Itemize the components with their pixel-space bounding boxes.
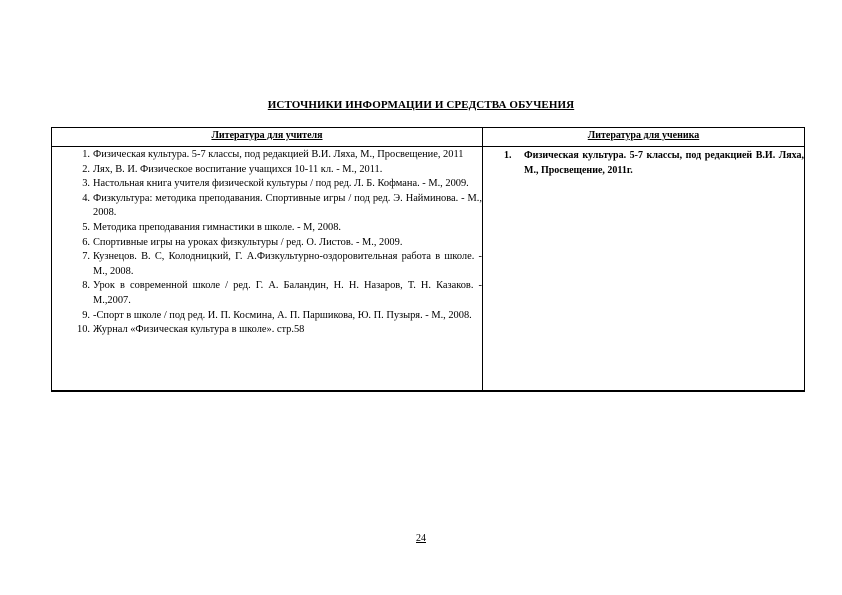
item-text: Кузнецов. В. С, Колодницкий, Г. А.Физкультурно-оздоровительная работа в школе. - М., 2008. xyxy=(93,251,482,277)
item-number: 2. xyxy=(82,163,90,175)
item-text: -Спорт в школе / под ред. И. П. Космина, А. П. Паршикова, Ю. П. Пузыря. - М., 2008. xyxy=(93,309,472,321)
column-divider xyxy=(482,128,483,390)
item-text: Урок в современной школе / ред. Г. А. Баландин, Н. Н. Назаров, Т. Н. Казаков. - М.,2007. xyxy=(93,280,482,306)
teacher-literature-list xyxy=(72,148,482,338)
teacher-literature-header: Литература для учителя xyxy=(211,130,323,141)
student-literature-header: Литература для ученика xyxy=(587,130,700,141)
item-number: 5. xyxy=(82,221,90,233)
list-item xyxy=(504,149,804,178)
student-literature-list xyxy=(504,149,804,178)
list-item xyxy=(72,309,482,324)
item-number: 9. xyxy=(82,309,90,321)
page-number: 24 xyxy=(416,533,426,544)
list-item xyxy=(72,250,482,279)
literature-table xyxy=(51,127,805,392)
item-number: 1. xyxy=(504,150,512,161)
list-item xyxy=(72,192,482,221)
list-item xyxy=(72,236,482,251)
item-text: Физическая культура. 5-7 классы, под редакцией В.И. Ляха, М., Просвещение, 2011г. xyxy=(524,150,804,176)
item-text: Спортивные игры на уроках физкультуры / ред. О. Листов. - М., 2009. xyxy=(93,236,403,248)
item-text: Журнал «Физическая культура в школе». стр.58 xyxy=(93,324,305,336)
list-item xyxy=(72,221,482,236)
header-divider xyxy=(52,146,804,147)
item-number: 7. xyxy=(82,251,90,263)
item-number: 8. xyxy=(82,280,90,292)
item-text: Физическая культура. 5-7 классы, под редакцией В.И. Ляха, М., Просвещение, 2011 xyxy=(93,149,464,160)
item-number: 3. xyxy=(82,178,90,190)
item-number: 4. xyxy=(82,192,90,204)
item-text: Настольная книга учителя физической культуры / под ред. Л. Б. Кофмана. - М., 2009. xyxy=(93,178,469,190)
item-number: 1. xyxy=(82,149,90,160)
list-item xyxy=(72,279,482,308)
item-text: Физкультура: методика преподавания. Спортивные игры / под ред. Э. Найминова. - М., 2008. xyxy=(93,192,482,219)
list-item xyxy=(72,163,482,178)
list-item xyxy=(72,148,482,163)
list-item xyxy=(72,323,482,338)
item-number: 6. xyxy=(82,236,90,248)
list-item xyxy=(72,177,482,192)
item-number: 10. xyxy=(77,324,90,336)
item-text: Методика преподавания гимнастики в школе. - М, 2008. xyxy=(93,221,341,233)
item-text: Лях, В. И. Физическое воспитание учащихся 10-11 кл. - М., 2011. xyxy=(93,163,383,175)
page-title: ИСТОЧНИКИ ИНФОРМАЦИИ И СРЕДСТВА ОБУЧЕНИЯ xyxy=(267,99,575,111)
